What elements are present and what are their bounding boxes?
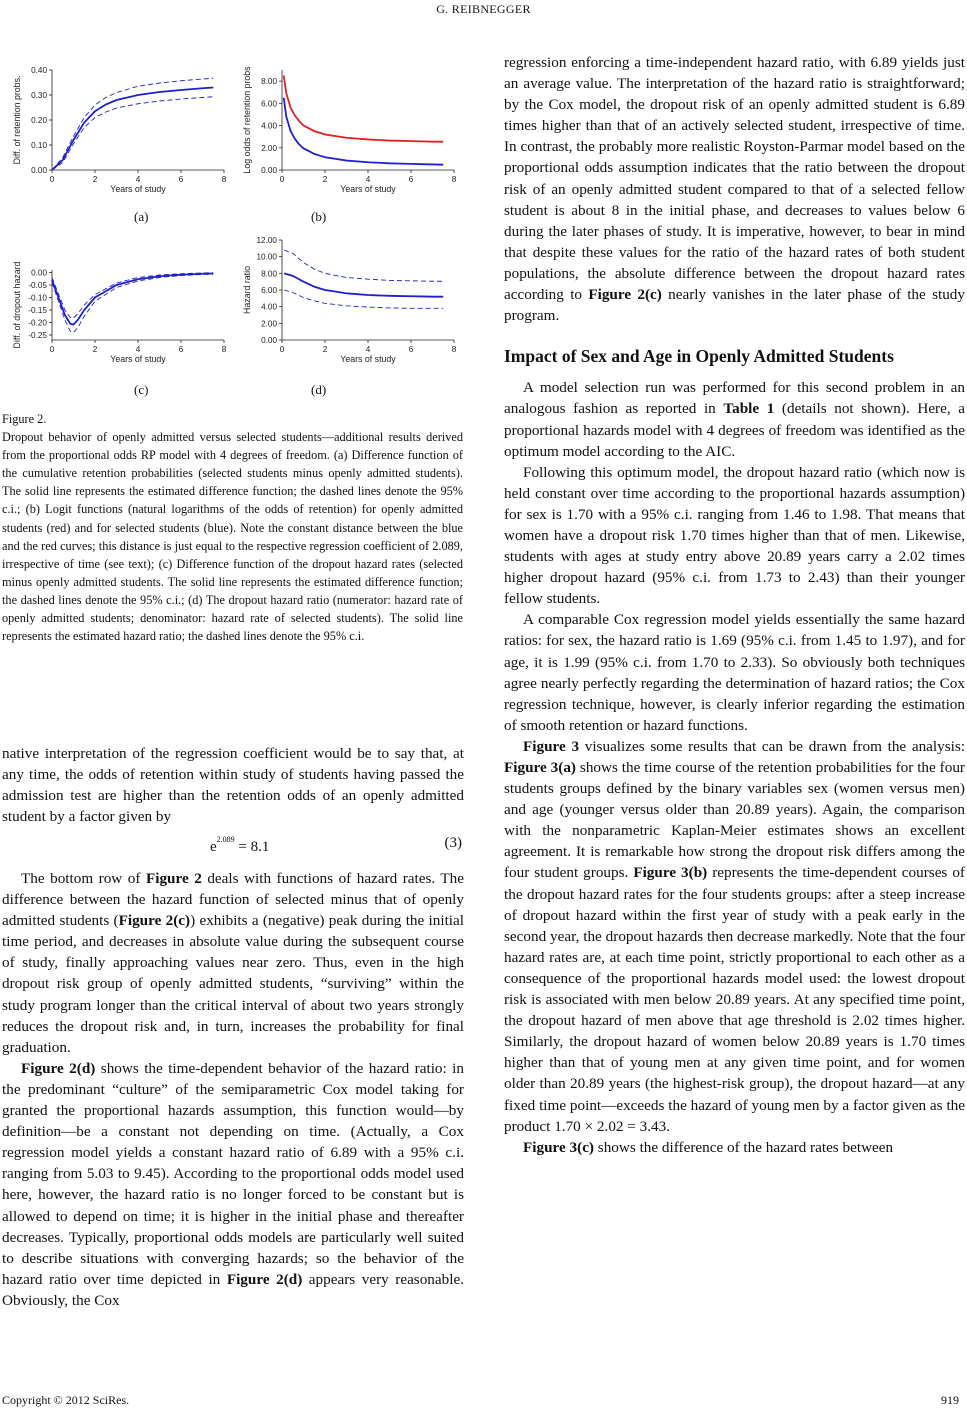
ci-dashed-line bbox=[284, 250, 443, 281]
ci-dashed-line bbox=[52, 78, 213, 170]
y-tick-label: 8.00 bbox=[261, 77, 277, 87]
x-tick-label: 6 bbox=[178, 175, 184, 184]
x-tick-label: 8 bbox=[451, 345, 457, 354]
ci-dashed-line bbox=[284, 290, 443, 308]
y-tick-label: 0.30 bbox=[31, 91, 47, 100]
left-column-cont bbox=[2, 868, 464, 1311]
x-tick-label: 4 bbox=[365, 345, 371, 354]
y-tick-label: 10.00 bbox=[256, 252, 277, 262]
x-tick-label: 8 bbox=[221, 175, 227, 184]
footer-page-number: 919 bbox=[941, 1393, 959, 1407]
panel-letter-a: (a) bbox=[134, 209, 149, 224]
paragraph: regression enforcing a time-independent hazard ratio, with 6.89 yields just an average value. The interpretation of the hazard ratio is straightforward; by the Cox model, the dropout risk of an openly admitted student is 6.89 times higher than that of an actively selected student, irrespective of time. In contrast, the probably more realistic Royston-Parmar model based on the proportional odds assumption indicates that the ratio between the dropout risk of an openly admitted student compared to that of a selected fellow student is about 8 in the initial phase, and decreases to values below 6 during the later phases of study. It is imperative, however, to bear in mind that despite these values for the ratio of the hazard rates of both student populations, the absolute difference between the dropout hazard rates according to Figure 2(c) nearly vanishes in the later phase of the study program. bbox=[504, 54, 965, 325]
paragraph: A comparable Cox regression model yields essentially the same hazard ratios: for sex, the hazard ratio is 1.69 (95% c.i. from 1.45 to 1.97), and for age, it is 1.99 (95% c.i. from 1.70 to 2.33). So obviously both techniques agree nearly perfectly regarding the determination of hazard ratios; the Cox regression technique, however, is clearly inferior regarding the estimation of smooth retention or hazard functions. bbox=[504, 611, 965, 734]
paragraph: Figure 3(c) shows the difference of the hazard rates between bbox=[523, 1138, 894, 1156]
chart-d bbox=[238, 232, 458, 372]
caption-text: Dropout behavior of openly admitted versus selected students—additional results derived from the proportional odds RP model with 4 degrees of freedom. (a) Difference function of the cumulative retention probabilities (selected students minus openly admitted students). The solid line represents the estimated difference function; the dashed lines denote the 95% c.i.; (b) Logit functions (natural logarithms of the odds of retention) for openly admitted students (red) and for selected students (blue). Note the constant distance between the blue and the red curves; this distance is just equal to the respective regression coefficient of 2.089, irrespective of time (see text); (c) Difference function of the dropout hazard rates (selected minus openly admitted students. The solid line represents the estimated difference function; the dashed lines denote the 95% c.i.; (d) The dropout hazard ratio (numerator: hazard rate of openly admitted students; denominator: hazard rate of selected students). The solid line represents the estimated hazard ratio; the dashed lines denote the 95% c.i. bbox=[2, 430, 463, 644]
panel-letter-c: (c) bbox=[134, 382, 149, 397]
series-line bbox=[52, 274, 213, 325]
y-tick-label: 0.00 bbox=[31, 166, 47, 175]
x-tick-label: 8 bbox=[221, 345, 227, 354]
panel-letter-d: (d) bbox=[311, 382, 327, 397]
y-tick-label: -0.15 bbox=[28, 306, 47, 315]
paragraph: native interpretation of the regression coefficient would be to say that, at any time, the odds of retention within study of students having passed the admission test are higher than the retention odds of an openly admitted student by a factor given by bbox=[2, 745, 464, 826]
series-line bbox=[284, 273, 443, 296]
y-tick-label: -0.20 bbox=[28, 318, 47, 328]
y-tick-label: 0.40 bbox=[31, 66, 47, 75]
x-tick-label: 2 bbox=[322, 345, 328, 354]
paragraph: Figure 3 visualizes some results that can be drawn from the analysis: Figure 3(a) shows the time course of the retention probabilities for the four students groups defined by the binary variables sex (women versus men) and age (younger versus older than 20.89 years). Again, the comparison with the nonparametric Kaplan-Meier estimates shows an excellent agreement. It is remarkable how strong the dropout risk differs among the four student groups. Figure 3(b) represents the time-dependent courses of the dropout hazard rates for the four students groups: after a steep increase of dropout hazard within the first year of study with a peak early in the second year, the dropout hazards then decrease markedly. Note that the four hazard rates are, at each time point, strictly proportional to each other as a consequence of the proportional hazards model used: the lowest dropout risk is associated with men below 20.89 years. At any specified time point, the dropout hazard of men above that age threshold is 2.02 times higher. Similarly, the dropout hazard of women below 20.89 years is 1.70 times higher than that of young men at any given time point, and for women older than 20.89 years (the highest-risk group), the dropout hazard—at any fixed time point—exceeds the hazard of young men by a factor given as the product 1.70 × 2.02 = 3.43. bbox=[504, 737, 965, 1135]
y-tick-label: 0.00 bbox=[261, 166, 277, 175]
paragraph: The bottom row of Figure 2 deals with functions of hazard rates. The difference between the hazard function of selected minus that of openly admitted students (Figure 2(c)) exhibits a (negative) peak during the initial time period, and decreases in absolute value during the subsequent course of study, finally approaching values near zero. Thus, even in the high dropout risk group of openly admitted students, “surviving” within the study program longer than the critical interval of about two years strongly reduces the dropout risk and, in turn, increases the probability for final graduation. bbox=[2, 870, 465, 1056]
y-tick-label: -0.25 bbox=[28, 331, 47, 340]
y-tick-label: 2.00 bbox=[261, 143, 277, 153]
y-tick-label: 0.20 bbox=[31, 116, 47, 125]
figure-panel-c bbox=[8, 262, 228, 372]
x-tick-label: 4 bbox=[365, 175, 371, 184]
ci-dashed-line bbox=[52, 274, 213, 332]
y-tick-label: 12.00 bbox=[256, 236, 277, 245]
x-tick-label: 0 bbox=[279, 175, 285, 184]
x-tick-label: 2 bbox=[92, 345, 98, 354]
figure-panel-b bbox=[238, 62, 458, 202]
equation-body: $e^{2.089} = 8.1$ bbox=[210, 835, 270, 855]
paragraph: A model selection run was performed for this second problem in an analogous fashion as reported in Table 1 (details not shown). Here, a proportional hazards model with 4 degrees of freedom was identified as the optimum model according to the AIC. bbox=[504, 379, 965, 460]
right-column bbox=[504, 52, 965, 1158]
series-line bbox=[284, 98, 444, 165]
x-tick-label: 8 bbox=[451, 175, 457, 184]
x-axis-label: Years of study bbox=[110, 184, 166, 194]
panel-letter-b: (b) bbox=[311, 209, 327, 224]
y-axis-label: Diff. of retention probs. bbox=[12, 75, 22, 165]
y-tick-label: -0.10 bbox=[28, 293, 47, 303]
y-tick-label: 4.00 bbox=[261, 121, 277, 131]
y-tick-label: 0.00 bbox=[261, 336, 277, 345]
y-tick-label: 4.00 bbox=[261, 302, 277, 312]
x-axis-label: Years of study bbox=[340, 184, 396, 194]
chart-c bbox=[8, 262, 228, 372]
ci-dashed-line bbox=[52, 273, 213, 318]
chart-a bbox=[8, 62, 228, 202]
y-axis-label: Diff. of dropout hazard bbox=[12, 261, 22, 349]
series-line bbox=[284, 76, 444, 142]
figure-panel-a bbox=[8, 62, 228, 202]
ci-dashed-line bbox=[52, 97, 213, 170]
x-tick-label: 6 bbox=[408, 175, 414, 184]
x-tick-label: 0 bbox=[49, 345, 55, 354]
footer-copyright: Copyright © 2012 SciRes. bbox=[2, 1393, 130, 1407]
y-tick-label: 6.00 bbox=[261, 99, 277, 109]
y-tick-label: 0.10 bbox=[31, 141, 47, 150]
y-tick-label: -0.05 bbox=[28, 281, 47, 290]
x-tick-label: 6 bbox=[408, 345, 414, 354]
x-tick-label: 2 bbox=[322, 175, 328, 184]
x-tick-label: 0 bbox=[279, 345, 285, 354]
equation-number: (3) bbox=[444, 835, 462, 851]
x-tick-label: 0 bbox=[49, 175, 55, 184]
y-axis-label: Log odds of retention probs bbox=[242, 66, 252, 174]
y-tick-label: 6.00 bbox=[261, 286, 277, 295]
y-tick-label: 0.00 bbox=[31, 268, 47, 278]
paragraph: Figure 2(d) shows the time-dependent behavior of the hazard ratio: in the predominant “culture” of the semiparametric Cox model taking for granted the proportional hazards assumption, this function would—by definition—be a constant not depending on time. (Actually, a Cox regression model yields a constant hazard ratio of 6.89 with a 95% c.i. ranging from 5.03 to 9.45). According to the proportional odds model used here, however, the hazard ratio is no longer forced to be constant but is allowed to depend on time; it is higher in the initial phase and thereafter decreases. Typically, proportional odds models are particularly well suited to describe situations with converging hazards; so the behavior of the hazard ratio over time depicted in Figure 2(d) appears very reasonable. Obviously, the Cox bbox=[2, 1059, 464, 1309]
x-axis-label: Years of study bbox=[110, 354, 166, 364]
x-tick-label: 6 bbox=[178, 345, 184, 354]
paragraph: Following this optimum model, the dropout hazard ratio (which now is held constant over time according to the proportional hazards assumption) for sex is 1.70 with a 95% c.i. ranging from 1.46 to 1.98. That means that women have a dropout risk 1.70 times higher than that of men. Likewise, students with ages at study entry above 20.89 years carry a 2.02 times higher dropout hazard (95% c.i. from 1.73 to 2.43) than their younger fellow students. bbox=[504, 463, 965, 608]
x-tick-label: 4 bbox=[135, 345, 141, 354]
caption-title: Figure 2. bbox=[2, 412, 47, 426]
series-line bbox=[52, 88, 213, 171]
y-axis-label: Hazard ratio bbox=[242, 266, 252, 314]
figure-caption bbox=[2, 410, 463, 645]
figure-panel-d bbox=[238, 232, 458, 372]
y-tick-label: 8.00 bbox=[261, 269, 277, 279]
chart-b bbox=[238, 62, 458, 202]
y-tick-label: 2.00 bbox=[261, 319, 277, 329]
equation-3 bbox=[2, 833, 464, 857]
x-axis-label: Years of study bbox=[340, 354, 396, 364]
x-tick-label: 4 bbox=[135, 175, 141, 184]
x-tick-label: 2 bbox=[92, 175, 98, 184]
left-column bbox=[2, 743, 464, 827]
section-heading: Impact of Sex and Age in Openly Admitted Students bbox=[504, 346, 894, 367]
running-head: G. REIBNEGGER bbox=[436, 2, 531, 16]
